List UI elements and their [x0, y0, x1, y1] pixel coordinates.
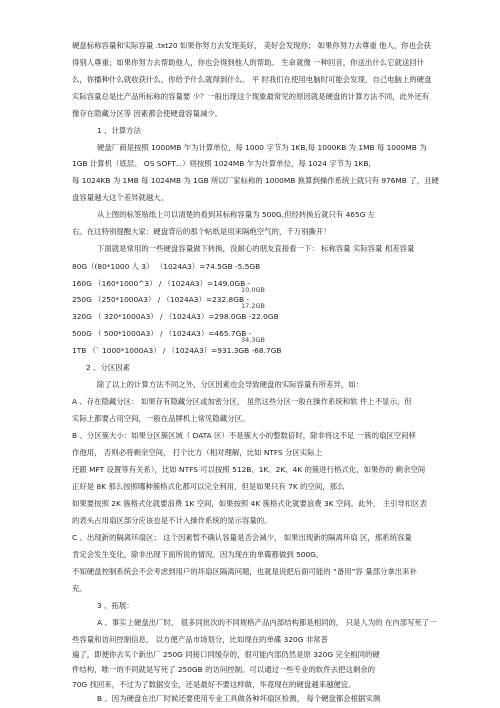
- paragraph-line: 遍了，即便你去买个新出厂 250G 同接口同缓存的，很可能内部仍然是原 320G 完全相同的硬: [72, 650, 380, 659]
- paragraph-line: 的表头占用扇区部分应该也是不计入操作系统的显示容量的。: [72, 516, 272, 525]
- paragraph-line: 除了以上的计算方法不同之外，分区因素也会导致硬盘的实际容量有所差异，如：: [97, 380, 364, 389]
- paragraph-line: 不知硬盘控制系统会不会考虑到用户的坏扇区隔离问题，也就是说把后面可能的 “备用”容 量部分拿出来补: [72, 567, 417, 576]
- paragraph-line: 肯定会发生变化，除非出现下面所说的情况。因为现在的单碟都做到 500G,: [72, 550, 319, 559]
- capacity-row: 250G （250*1000A3） / （1024A3）=232.8GB -: [72, 295, 250, 304]
- paragraph-line: A 、事实上硬盘出厂时， 很多同批次的不同规格产品内部结构都是相同的， 只是人为的 在内部写死了一: [97, 618, 437, 627]
- paragraph-line: C 、出现新的隔离环扇区； 这个因素暂不确认容量是否会减少， 如果出现新的隔离环扇 区，那系统容量: [72, 533, 412, 542]
- paragraph-line: 盘容量越大这个差异就越大。: [72, 193, 169, 202]
- paragraph-line: 70G 找回来，不过为了数据安全，还是最好不要这样做，毕竟现在的硬盘越来越便宜。: [72, 680, 356, 689]
- capacity-row: 80G（(80*1000 人 3） （1024A3）=74.5GB -5.5GB: [72, 262, 261, 271]
- capacity-row: 160G （160*1000^3） / （1024A3）=149.0GB -: [72, 279, 251, 288]
- clipped-fragment: 17.2GB: [241, 302, 265, 310]
- paragraph-line: 些容量和访问控制信息， 以方便产品市场划分，比如现在的单碟 320G 非常普: [72, 635, 328, 644]
- paragraph-line: 下面就是常用的一些硬盘容量做下转换，没耐心的朋友直接看一下： 标称容量 实际容量 相差容量: [97, 244, 415, 253]
- paragraph-line: 实际上都要占用空间，一般在品牌机上常见隐藏分区。: [72, 414, 250, 423]
- paragraph-line: 件结构，唯一的不同就是写死了 250GB 的访问控制。可以通过一些专业的软件去把这剩余的: [72, 665, 376, 674]
- paragraph-line: 作他用， 否则必将剩余空间， 打个比方（相对理解，比如 NTFS 分区实际上: [72, 448, 322, 457]
- paragraph-line: 如果要按照 2K 簇格式化就要浪费 1K 空间，如果按照 4K 簇格式化就要浪费 3K 空间。此外， 主引导扣区表: [72, 499, 427, 508]
- paragraph-line: 硬盘厂商是按照 1000MB 乍为计算单位，每 1000 字节为 1KB,每 1000KB 为 1MB 每 1000MB 为: [97, 143, 427, 152]
- clipped-fragment: 34.3GB: [241, 336, 265, 344]
- paragraph-line: 硬盘标称容量和实际容量 .txt20 如果你努力去发现美好， 美好会发现你； 如果你努力去尊重 他人，你也会获: [72, 41, 431, 50]
- paragraph-line: 1GB 计算机（底层、 OS SOFT...）则按照 1024MB 乍为计算单位，每 1024 字节为 1KB,: [72, 159, 371, 168]
- paragraph-line: B 、分区簇大小：如果分区簇区域（ DATA 区）不是簇大小的整数倍时，除非将这不足 一簇的扇区空间移: [72, 431, 416, 440]
- paragraph-line: 么，你播种什么就收获什么，你给予什么就得到什么。 平 时我们在使用电脑时可能会发现，自己电脑上的硬盘: [72, 75, 432, 84]
- paragraph-line: B 、因为硬盘在出厂时候还要使用专业工具做各种坏扇区检测， 每个硬盘都会根据实测: [97, 694, 381, 703]
- capacity-row: 500G （ 500*1000A3） / （1024A3）=465.7GB -: [72, 329, 252, 338]
- paragraph-line: 实际容量总是比产品所标称的容量要 少？一般出现这个现象最常见的原因就是硬盘的计算方法不同，此外还有: [72, 92, 430, 101]
- capacity-row: 1TB （` 1000*1000A3） / （1024A3）=931.3GB -68.7GB: [72, 346, 282, 355]
- section-heading: 2 、分区因素: [86, 363, 131, 372]
- section-heading: 1 、计算方法: [97, 126, 142, 135]
- paragraph-line: 像存在隐藏分区等 因素都会使硬盘容量减少。: [72, 109, 223, 118]
- paragraph-line: 正好是 8K 那么按照哪种簇格式化都可以完全利用，但是如果只有 7K 的空间，那么: [72, 482, 345, 491]
- clipped-fragment: 10.0GB: [241, 286, 265, 294]
- paragraph-line: 右。在这特别提醒大家：硬盘背后的那个帖纸是用来隔绝空气的，千万别撕开！: [72, 227, 331, 236]
- paragraph-line: A 、存在隐藏分区： 如果存有隐藏分区或加密分区， 虽然这些分区一般在操作系统和软 件上不显示，但: [72, 397, 412, 406]
- paragraph-line: 从上图的标签贴纸上可以清楚的看到其标称容量为 500G,但经转换后就只有 465G 左: [97, 210, 376, 219]
- section-heading: 3 、拓展：: [97, 601, 134, 610]
- paragraph-line: 充。: [72, 584, 87, 593]
- paragraph-line: 每 1024KB 为 1MB 每 1024MB 为 1GB 所以厂家标称的 1000MB 换算到操作系统上就只有 976MB 了，且硬: [72, 176, 439, 185]
- paragraph-line: 得别人尊重；如果你努力去帮助他人，你也会得到他人的帮助。 生命就像 一种回音，你送出什么它就送回什: [72, 58, 425, 67]
- capacity-row: 320G （ 320*1000A3） / （1024A3）=298.0GB -22.0GB: [72, 312, 279, 321]
- paragraph-line: 还跟 MFT 设置等有关系），比如 NTFS 可以按照 512B、1K、2K、4K 的簇进行格式化，如果你的 剩余空间: [72, 465, 426, 474]
